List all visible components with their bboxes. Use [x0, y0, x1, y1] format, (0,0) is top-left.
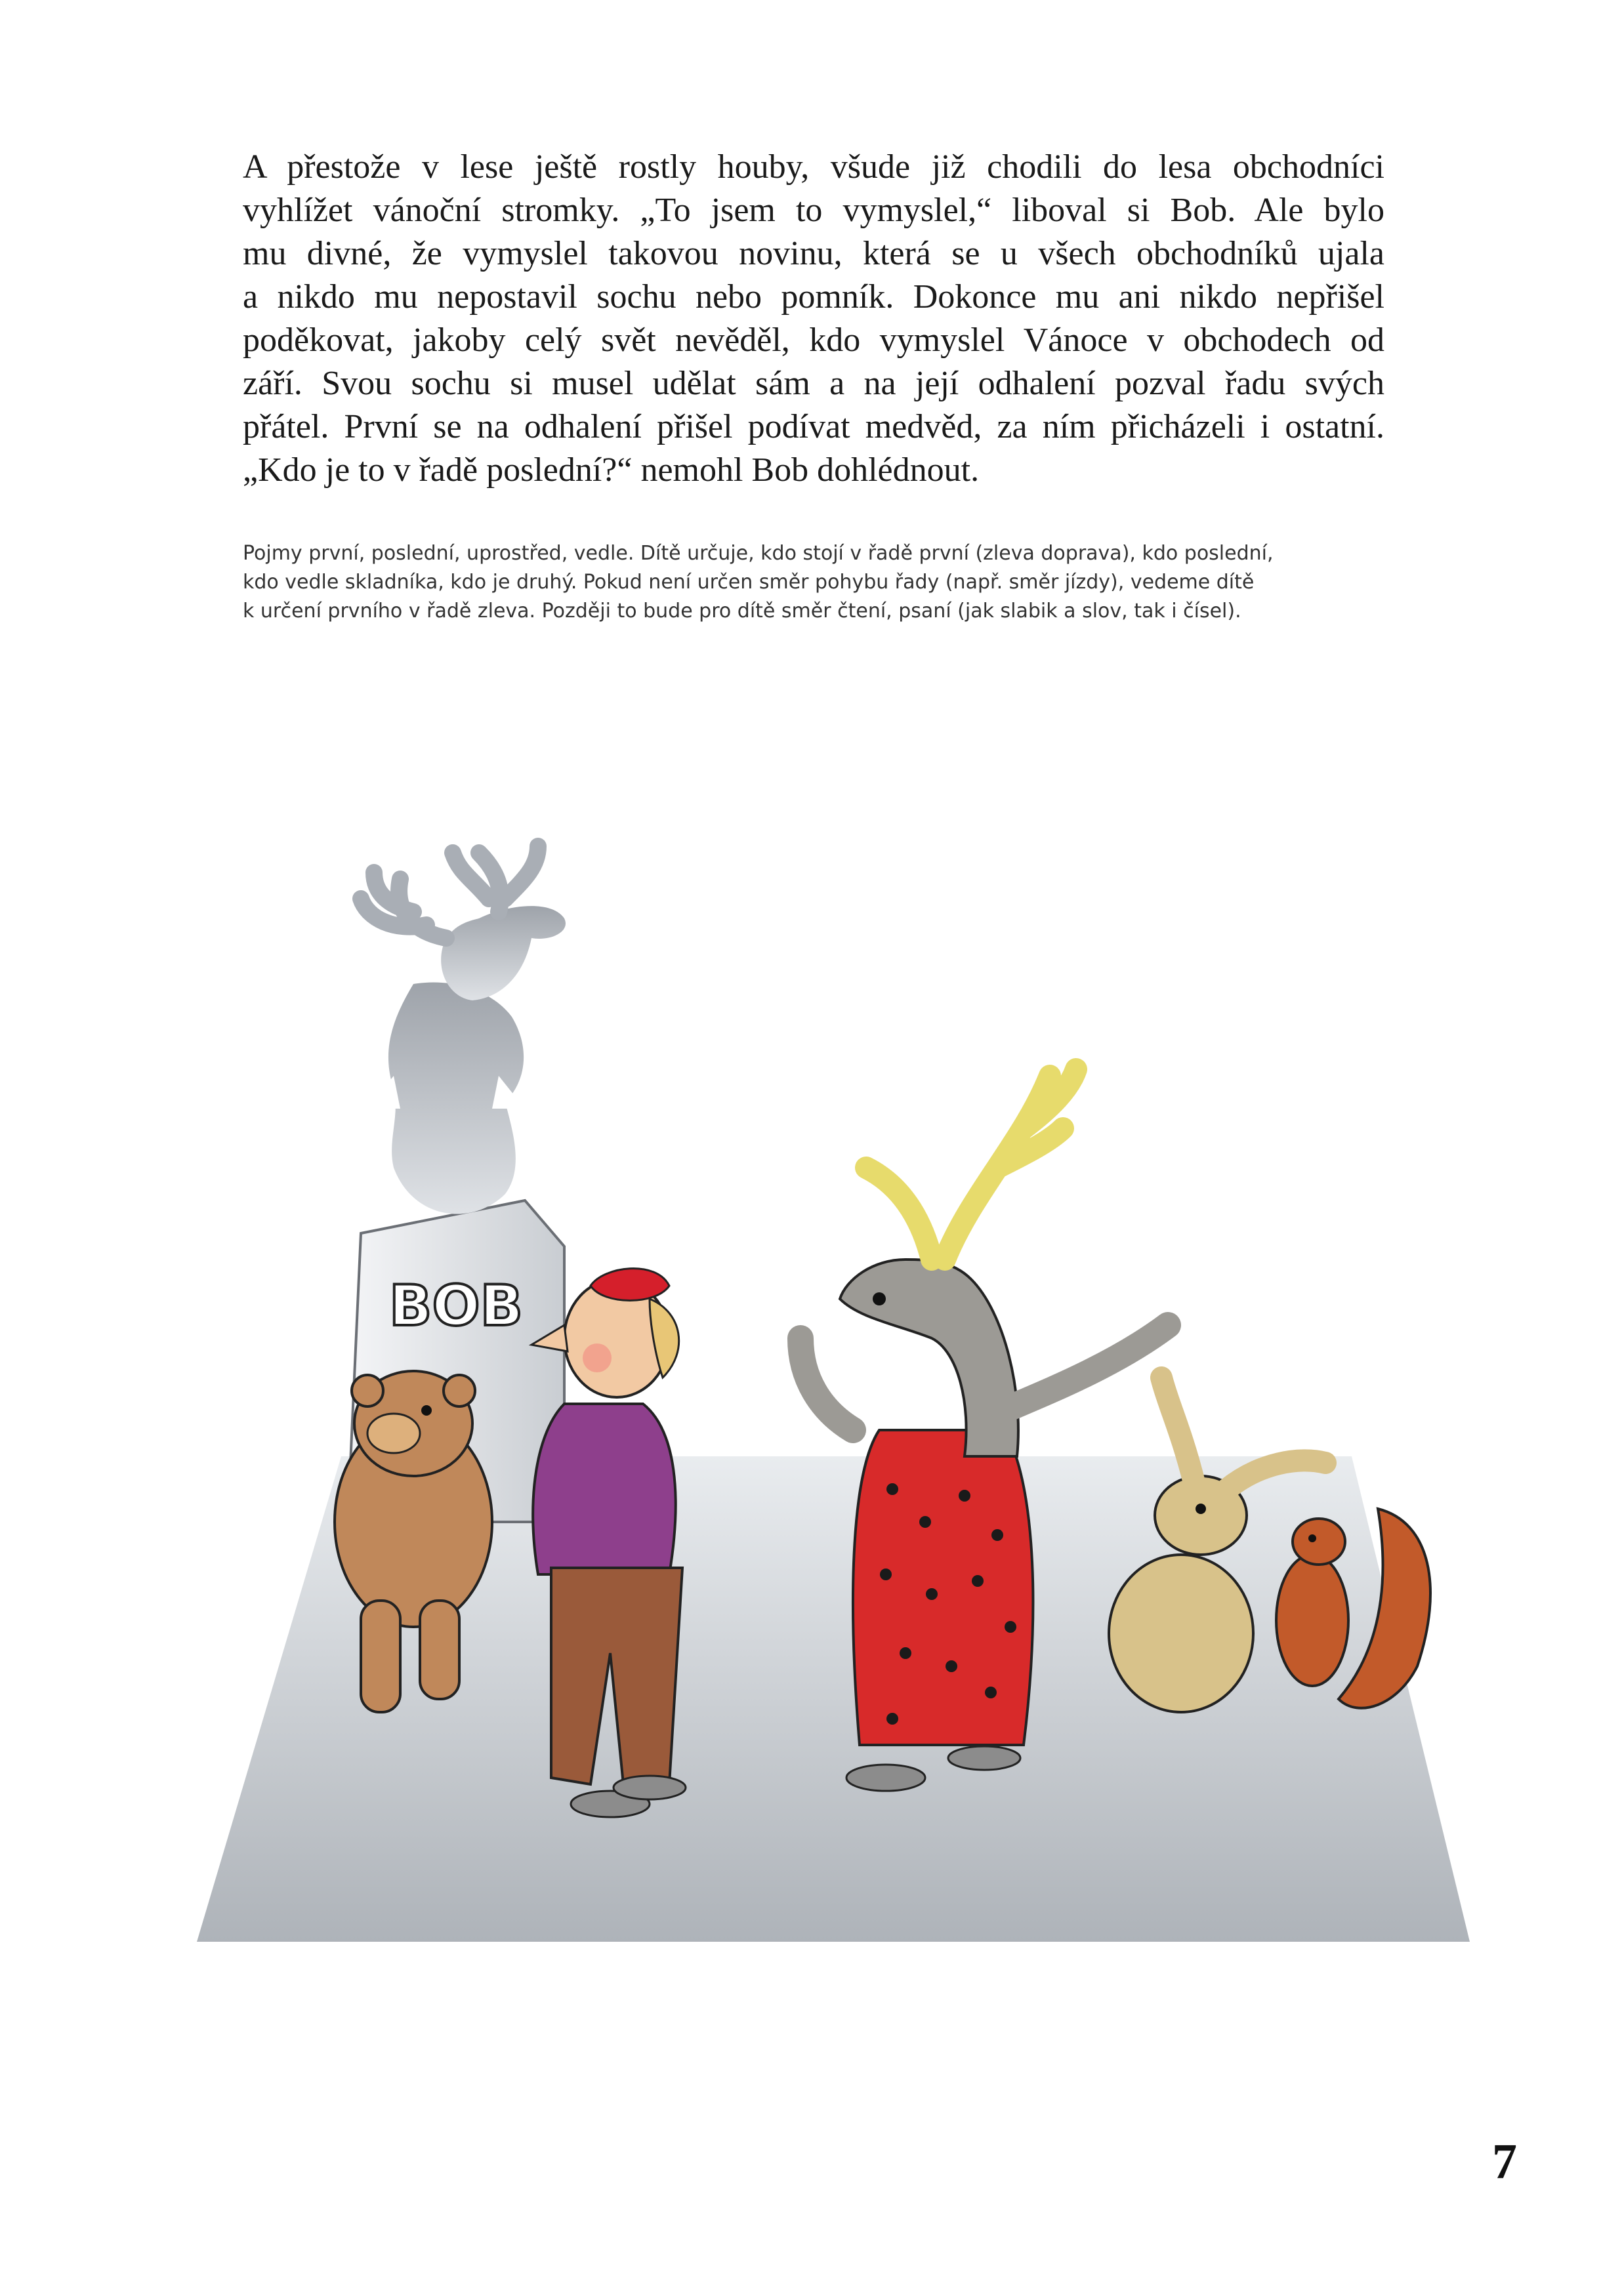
story-line: A přestože v lese ještě rostly houby, všude již chodili do lesa obchodníci [243, 148, 1384, 186]
story-line: září. Svou sochu si musel udělat sám a na její odhalení pozval řadu svých [243, 365, 1384, 402]
story-line: mu divné, že vymyslel takovou novinu, která se u všech obchodníků ujala [243, 235, 1384, 272]
note-line: k určení prvního v řadě zleva. Později to bude pro dítě směr čtení, psaní (jak slabik a slov, tak i čísel). [243, 600, 1241, 623]
teacher-note [243, 539, 1384, 626]
story-line: vyhlížet vánoční stromky. „To jsem to vymyslel,“ liboval si Bob. Ale bylo [243, 192, 1384, 229]
story-text [243, 146, 1384, 492]
page-number: 7 [1492, 2134, 1517, 2189]
note-line: Pojmy první, poslední, uprostřed, vedle. Dítě určuje, kdo stojí v řadě první (zleva doprava), kdo poslední, [243, 542, 1274, 565]
story-line: přátel. První se na odhalení přišel podívat medvěd, za ním přicházeli i ostatní. [243, 408, 1384, 445]
story-line: „Kdo je to v řadě poslední?“ nemohl Bob dohlédnout. [243, 451, 980, 489]
statue [361, 846, 566, 1214]
story-line: poděkovat, jakoby celý svět nevěděl, kdo vymyslel Vánoce v obchodech od [243, 321, 1384, 359]
pedestal-label: BOB [388, 1273, 524, 1339]
note-line: kdo vedle skladníka, kdo je druhý. Pokud není určen směr pohybu řady (např. směr jízdy), vedeme dítě [243, 571, 1255, 594]
story-line: a nikdo mu nepostavil sochu nebo pomník. Dokonce mu ani nikdo nepřišel [243, 278, 1384, 316]
illustration [197, 800, 1470, 1955]
